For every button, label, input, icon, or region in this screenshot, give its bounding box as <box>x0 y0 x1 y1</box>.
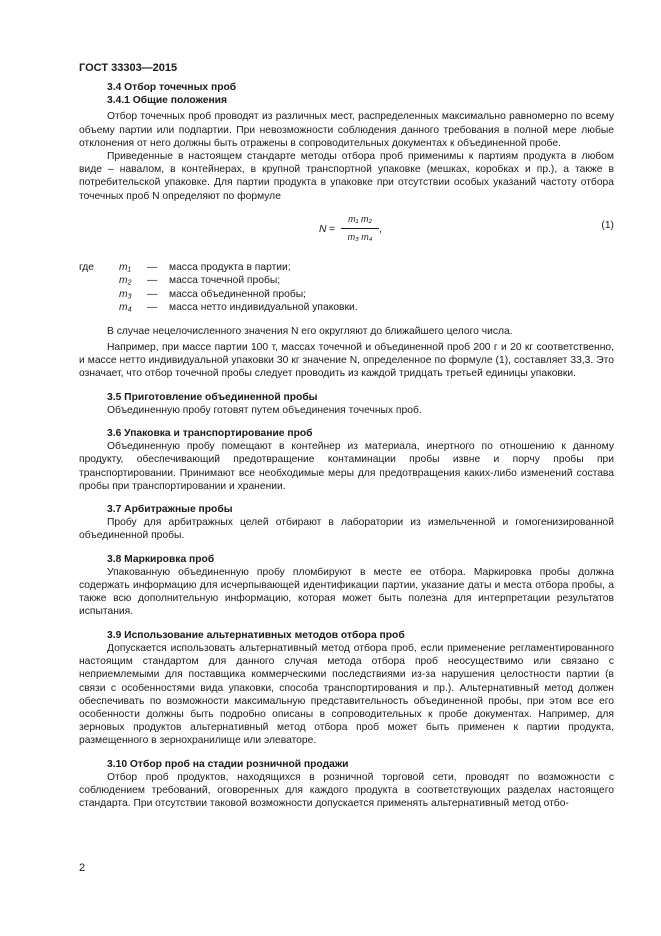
paragraph-retail-sampling: Отбор проб продуктов, находящихся в розничной торговой сети, проводят по возможности с соблюдением требований, оговоренных для каждого продукта в соответствующих разделах настоящего стандарта. При отсутствии таковой возможности допускается применять альтернативный метод отбо- <box>79 771 614 810</box>
legend-row <box>79 274 614 288</box>
legend-description: масса объединенной пробы; <box>169 288 306 300</box>
section-3-7-title: 3.7 Арбитражные пробы <box>107 504 233 516</box>
paragraph-methods-scope: Приведенные в настоящем стандарте методы отбора проб применимы к партиям продукта в любом виде – навалом, в контейнерах, в крупной транспортной упаковке (мешках, коробках и пр.), а также в потребительской упаковке. Для партии продукта в упаковке при отсутствии особых указаний частоту отбора точечных проб N определяют по формуле <box>79 151 614 202</box>
section-3-6-title: 3.6 Упаковка и транспортирование проб <box>107 428 313 440</box>
legend-row <box>79 288 614 302</box>
formula-denominator: m₃ m₄ <box>347 232 373 243</box>
formula-comma: , <box>379 223 382 235</box>
standard-header: ГОСТ 33303—2015 <box>79 62 178 74</box>
legend-where: где <box>79 261 95 273</box>
fraction-bar <box>341 228 379 229</box>
paragraph-alternative-methods: Допускается использовать альтернативный метод отбора проб, если применение регламентированного настоящим стандартом для данного случая метода отбора проб неосуществимо или связано с неприемлемыми для поставщика коммерческими последствиями из-за нарушения целостности партии (в связи с особенностями вида упаковки, способа транспортирования и пр.). Альтернативный метод должен обеспечивать по возможности максимальную представительность объединенной пробы, при этом все его особенности должны быть подробно описаны в сопроводительных к пробе документах. Например, для зерновых продуктов альтернативный метод отбора проб может быть применен к партии продукта, размещенного в зернохранилище или элеваторе. <box>79 642 614 747</box>
section-3-4-1-title: 3.4.1 Общие положения <box>107 95 227 107</box>
paragraph-rounding: В случае нецелочисленного значения N его округляют до ближайшего целого числа. <box>107 325 513 337</box>
legend-row <box>79 301 614 315</box>
section-3-8-title: 3.8 Маркировка проб <box>107 553 215 565</box>
page-number: 2 <box>79 862 86 874</box>
paragraph-arbitration: Пробу для арбитражных целей отбирают в лаборатории из измельченной и гомогенизированной объединенной пробы. <box>79 517 614 542</box>
document-body <box>79 81 614 810</box>
legend-symbol: m₃ <box>119 288 132 300</box>
formula-equals: = <box>329 223 336 235</box>
section-3-10-title: 3.10 Отбор проб на стадии розничной продажи <box>107 758 349 770</box>
legend-dash: — <box>147 288 158 300</box>
section-3-5-title: 3.5 Приготовление объединенной пробы <box>107 391 318 403</box>
formula-number: (1) <box>601 219 614 231</box>
legend-symbol: m₄ <box>119 302 132 314</box>
section-3-9-title: 3.9 Использование альтернативных методов отбора проб <box>107 629 405 641</box>
section-3-4-title: 3.4 Отбор точечных проб <box>107 82 237 93</box>
legend-symbol: m₂ <box>119 275 132 287</box>
legend-symbol: m₁ <box>119 261 131 273</box>
legend-row <box>79 261 614 275</box>
paragraph-packaging: Объединенную пробу помещают в контейнер из материала, инертного по отношению к данному продукту, обеспечивающий предотвращение контаминации пробы извне и порчу пробы при транспортировании. Принимают все необходимые меры для предотвращения каких-либо изменений состава пробы при транспортировании и хранении. <box>79 441 614 492</box>
legend-description: масса нетто индивидуальной упаковки. <box>169 302 358 314</box>
legend-dash: — <box>147 275 158 287</box>
paragraph-labeling: Упакованную объединенную пробу пломбируют в месте ее отбора. Маркировка пробы должна содержать информацию для исчерпывающей идентификации партии, указание даты и места отбора пробы, а также всю дополнительную информацию, которая может быть полезна для интерпретации результатов испытания. <box>79 566 614 618</box>
formula-1 <box>79 211 614 251</box>
formula-lhs: N <box>319 223 327 235</box>
formula-fraction <box>341 213 379 244</box>
paragraph-example: Например, при массе партии 100 т, массах точечной и объединенной проб 200 г и 20 кг соответственно, и массе нетто индивидуальной упаковки 30 кг значение N, определенное по формуле (1), составляет 33,3. Это означает, что отбор точечной пробы следует проводить из каждой тридцать третьей единицы упаковки. <box>79 342 614 380</box>
legend-description: масса точечной пробы; <box>169 275 281 287</box>
legend-dash: — <box>147 302 158 314</box>
formula-legend <box>79 261 614 315</box>
legend-description: масса продукта в партии; <box>169 261 291 273</box>
paragraph-composite-sample: Объединенную пробу готовят путем объединения точечных проб. <box>107 404 422 416</box>
legend-dash: — <box>147 261 158 273</box>
paragraph-sampling-points: Отбор точечных проб проводят из различных мест, распределенных максимально равномерно по всему объему партии или подпартии. При невозможности соблюдения данного требования в полной мере любые отклонения от него должны быть отражены в сопроводительных документах к объединенной пробе. <box>79 111 614 149</box>
formula-numerator: m₁ m₂ <box>348 213 372 224</box>
